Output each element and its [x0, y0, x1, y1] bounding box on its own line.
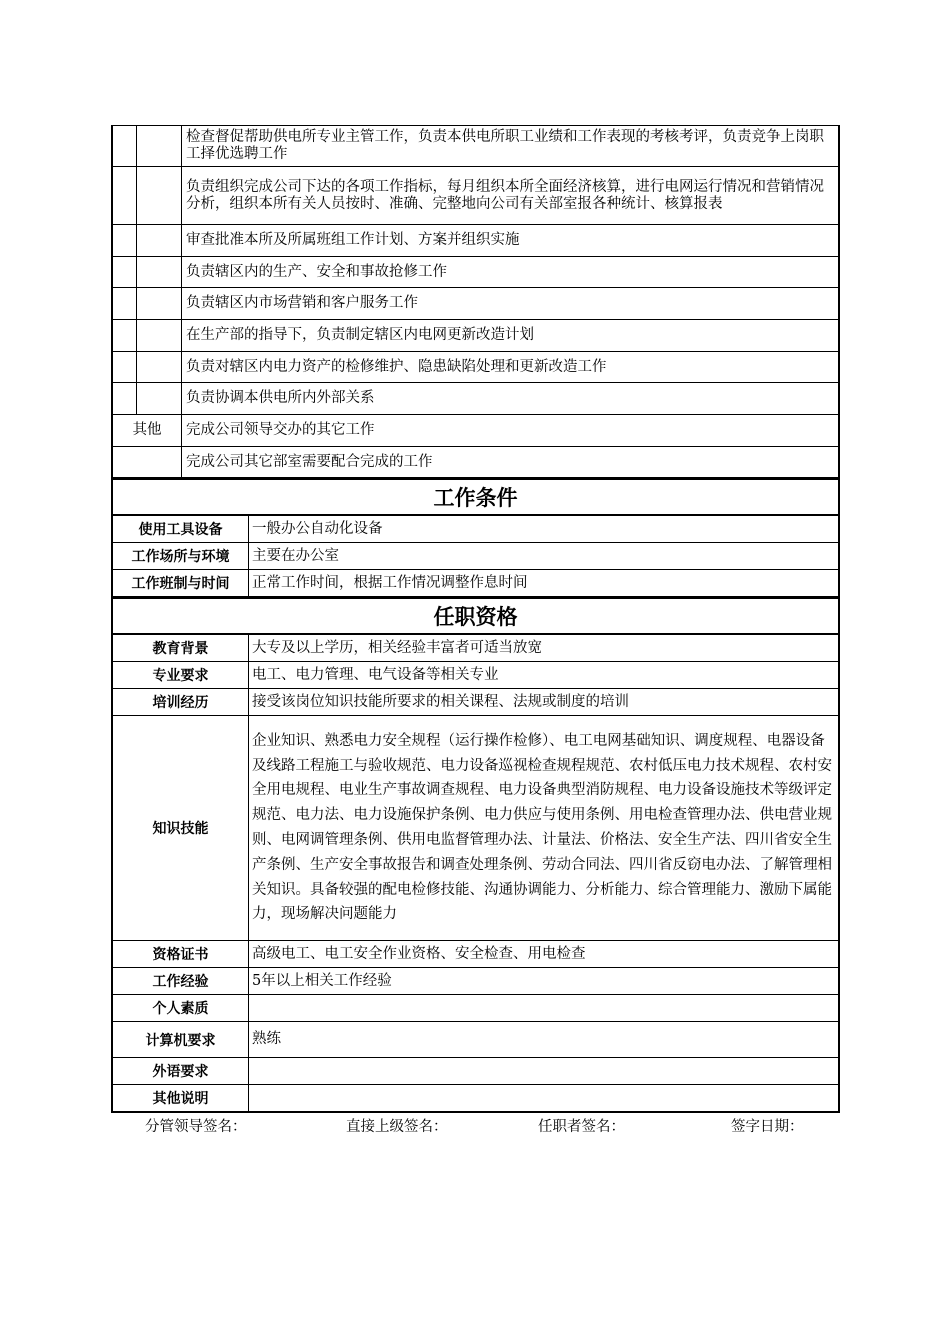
duty-row [112, 126, 839, 167]
field-value: 电工、电力管理、电气设备等相关专业 [249, 662, 840, 689]
duty-row [112, 257, 839, 288]
job-description-sheet [111, 125, 840, 1113]
duty-text: 负责辖区内的生产、安全和事故抢修工作 [182, 257, 840, 288]
duty-text: 检查督促帮助供电所专业主管工作，负责本供电所职工业绩和工作表现的考核考评，负责竞争上岗职工择优选聘工作 [182, 126, 840, 167]
signature-leader: 分管领导签名： [145, 1119, 247, 1135]
table-row [112, 968, 839, 995]
field-label: 工作经验 [112, 968, 249, 995]
other-category-label: 其他 [112, 415, 182, 447]
duty-row [112, 320, 839, 352]
qualifications-table [111, 634, 840, 1113]
duty-row [112, 225, 839, 257]
signature-date: 签字日期： [731, 1119, 804, 1135]
duties-table [111, 125, 840, 478]
duty-row-other [112, 447, 839, 478]
table-row [112, 689, 839, 716]
signature-superior: 直接上级签名： [346, 1119, 448, 1135]
field-value: 正常工作时间，根据工作情况调整作息时间 [249, 570, 840, 597]
field-value: 熟练 [249, 1022, 840, 1058]
section-title-qualifications: 任职资格 [111, 597, 840, 634]
signature-holder: 任职者签名： [538, 1119, 625, 1135]
work-conditions-table [111, 515, 840, 597]
field-value: 5年以上相关工作经验 [249, 968, 840, 995]
duty-text: 完成公司领导交办的其它工作 [182, 415, 840, 447]
table-row [112, 716, 839, 941]
field-label: 培训经历 [112, 689, 249, 716]
duty-row [112, 288, 839, 320]
field-label: 资格证书 [112, 941, 249, 968]
table-row [112, 995, 839, 1022]
field-label: 使用工具设备 [112, 516, 249, 543]
table-row [112, 941, 839, 968]
duty-text: 负责对辖区内电力资产的检修维护、隐患缺陷处理和更新改造工作 [182, 352, 840, 383]
field-label: 计算机要求 [112, 1022, 249, 1058]
field-label: 知识技能 [112, 716, 249, 941]
table-row [112, 635, 839, 662]
duty-text: 负责辖区内市场营销和客户服务工作 [182, 288, 840, 320]
table-row [112, 570, 839, 597]
field-value: 接受该岗位知识技能所要求的相关课程、法规或制度的培训 [249, 689, 840, 716]
duty-row [112, 167, 839, 225]
field-value: 高级电工、电工安全作业资格、安全检查、用电检查 [249, 941, 840, 968]
field-value [249, 1058, 840, 1085]
duty-row [112, 352, 839, 383]
duty-text: 负责组织完成公司下达的各项工作指标，每月组织本所全面经济核算，进行电网运行情况和营销情况分析，组织本所有关人员按时、准确、完整地向公司有关部室报各种统计、核算报表 [182, 167, 840, 225]
field-value: 大专及以上学历，相关经验丰富者可适当放宽 [249, 635, 840, 662]
field-value [249, 995, 840, 1022]
field-value [249, 1085, 840, 1112]
duty-text: 完成公司其它部室需要配合完成的工作 [182, 447, 840, 478]
field-label: 工作场所与环境 [112, 543, 249, 570]
duty-text: 审查批准本所及所属班组工作计划、方案并组织实施 [182, 225, 840, 257]
duty-text: 负责协调本供电所内外部关系 [182, 383, 840, 415]
field-value: 主要在办公室 [249, 543, 840, 570]
duty-text: 在生产部的指导下，负责制定辖区内电网更新改造计划 [182, 320, 840, 352]
field-value: 企业知识、熟悉电力安全规程（运行操作检修）、电工电网基础知识、调度规程、电器设备及线路工程施工与验收规范、电力设备巡视检查规程规范、农村低压电力技术规程、农村安全用电规程、电业生产事故调查规程、电力设备典型消防规程、电力设备设施技术等级评定规范、电力法、电力设施保护条例、电力供应与使用条例、用电检查管理办法、供电营业规则、电网调管理条例、供用电监督管理办法、计量法、价格法、安全生产法、四川省安全生产条例、生产安全事故报告和调查处理条例、劳动合同法、四川省反窃电办法、了解管理相关知识。具备较强的配电检修技能、沟通协调能力、分析能力、综合管理能力、激励下属能力，现场解决问题能力 [249, 716, 840, 941]
table-row [112, 1058, 839, 1085]
table-row [112, 516, 839, 543]
duty-row-other [112, 415, 839, 447]
table-row [112, 543, 839, 570]
table-row [112, 1022, 839, 1058]
field-label: 专业要求 [112, 662, 249, 689]
duty-row [112, 383, 839, 415]
field-label: 工作班制与时间 [112, 570, 249, 597]
table-row [112, 1085, 839, 1112]
field-value: 一般办公自动化设备 [249, 516, 840, 543]
field-label: 外语要求 [112, 1058, 249, 1085]
table-row [112, 662, 839, 689]
field-label: 教育背景 [112, 635, 249, 662]
field-label: 个人素质 [112, 995, 249, 1022]
field-label: 其他说明 [112, 1085, 249, 1112]
section-title-work-conditions: 工作条件 [111, 478, 840, 515]
